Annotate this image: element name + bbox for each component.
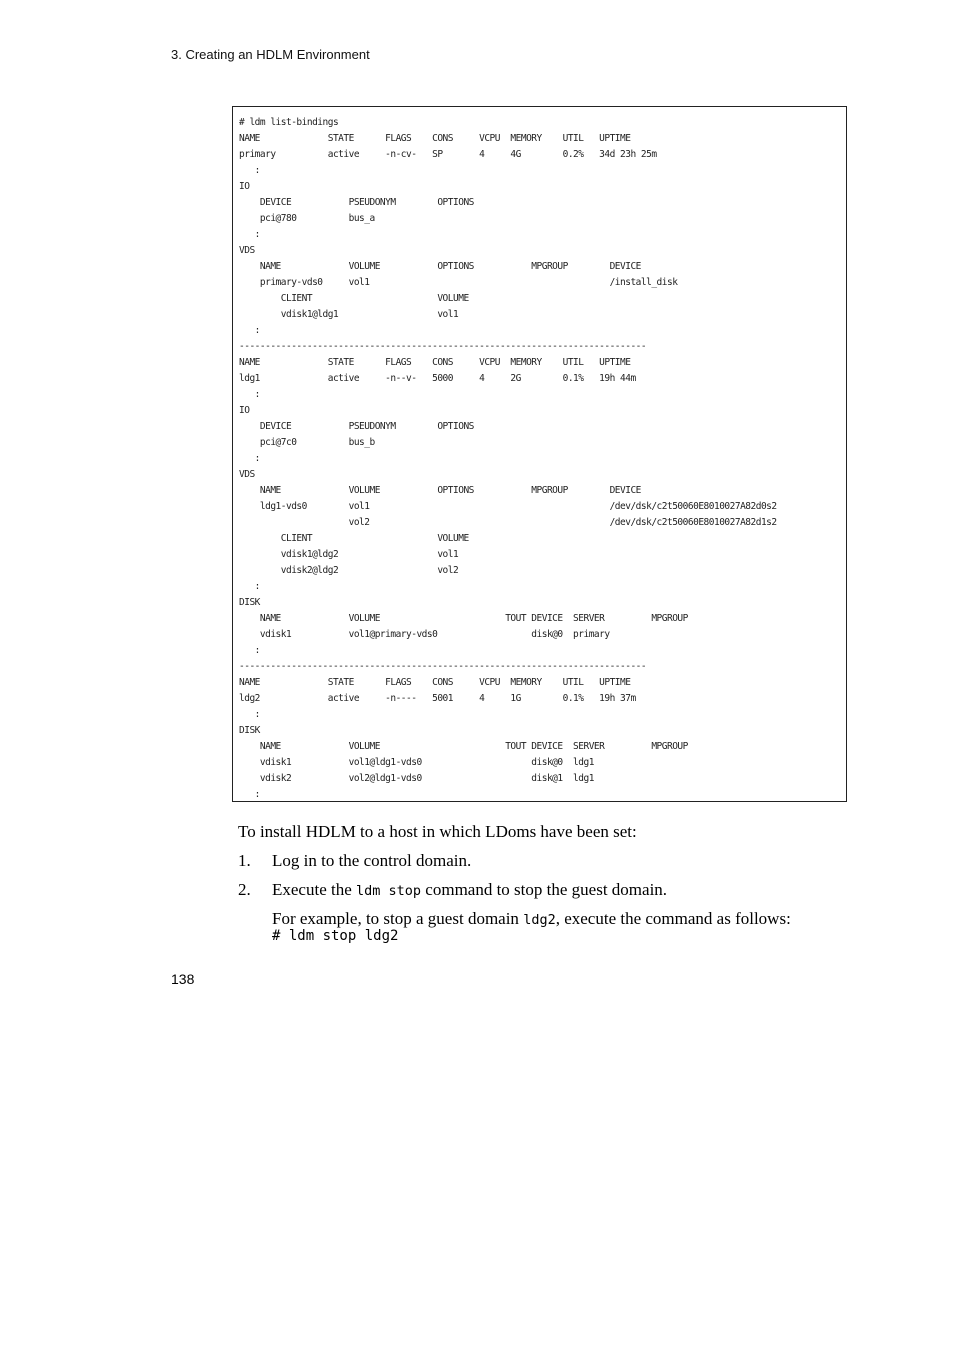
- step-2-number: 2.: [238, 880, 251, 899]
- running-header: 3. Creating an HDLM Environment: [171, 47, 370, 62]
- page-number: 138: [171, 971, 195, 987]
- step-1-text: Log in to the control domain.: [272, 851, 472, 870]
- example-code: ldg2: [523, 912, 556, 928]
- example-post: , execute the command as follows:: [555, 909, 791, 928]
- example-pre: For example, to stop a guest domain: [272, 909, 524, 928]
- step-1-number: 1.: [238, 851, 251, 870]
- example-command: # ldm stop ldg2: [272, 928, 399, 944]
- command-output-text: # ldm list-bindings NAME STATE FLAGS CONS VCPU MEMORY UTIL UPTIME primary active -n-cv- SP 4 4G 0.2% 34d 23h 25m : IO DEVICE PSEUDONYM OPTIONS pci@780 bus_a : VDS NAME VOLUME OPTIONS MPGROUP DEVICE primary-vds0 vol1 /install_disk CLIENT VOLUME vdisk1@ldg1 vol1 : ------------------------------------------------------------------------------ NAME STATE FLAGS CONS VCPU MEMORY UTIL UPTIME ldg1 active -n--v- 5000 4 2G 0.1% 19h 44m : IO DEVICE PSEUDONYM OPTIONS pci@7c0 bus_b : VDS NAME VOLUME OPTIONS MPGROUP DEVICE ldg1-vds0 vol1 /dev/dsk/c2t50060E8010027A82d0s2 vol2 /dev/dsk/c2t50060E8010027A82d1s2 CLIENT VOLUME vdisk1@ldg2 vol1 vdisk2@ldg2 vol2 : DISK NAME VOLUME TOUT DEVICE SERVER MPGROUP vdisk1 vol1@primary-vds0 disk@0 primary : ------------------------------------------------------------------------------ NAME STATE FLAGS CONS VCPU MEMORY UTIL UPTIME ldg2 active -n---- 5001 4 1G 0.1% 19h 37m : DISK NAME VOLUME TOUT DEVICE SERVER MPGROUP vdisk1 vol1@ldg1-vds0 disk@0 ldg1 vdisk2 vol2@ldg1-vds0 disk@1 ldg1 :: [239, 117, 777, 800]
- step-2-pre: Execute the: [272, 880, 357, 899]
- example-sentence: [272, 909, 791, 929]
- intro-paragraph: To install HDLM to a host in which LDoms have been set:: [238, 822, 637, 841]
- step-2-text: [272, 880, 667, 900]
- step-2-post: command to stop the guest domain.: [421, 880, 668, 899]
- command-output-box: [232, 106, 847, 802]
- step-2-code: ldm stop: [356, 883, 422, 899]
